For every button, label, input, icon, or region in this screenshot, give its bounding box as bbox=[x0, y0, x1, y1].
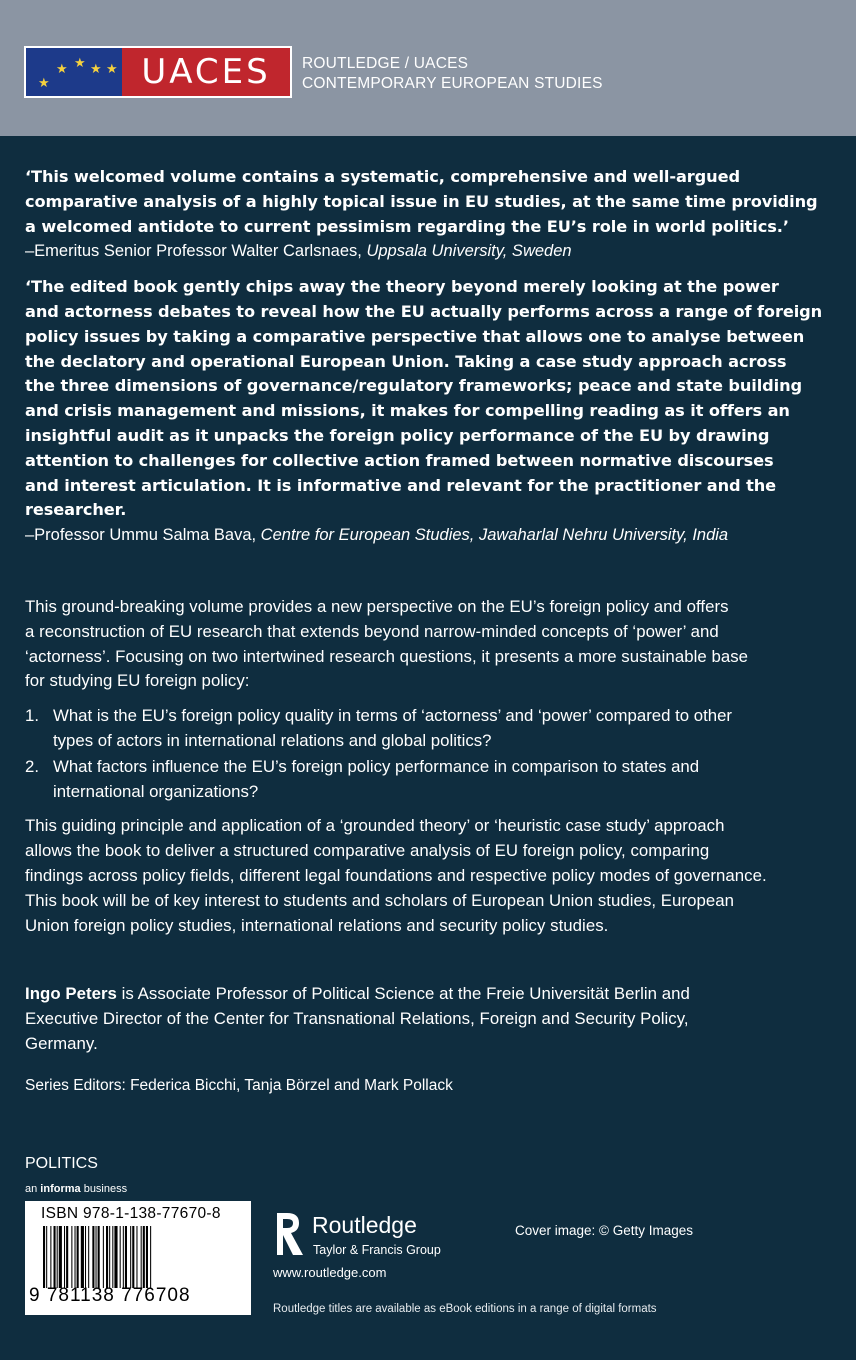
list-item: 2. What factors influence the EU’s foreign policy performance in comparison to states and international organizations? bbox=[25, 756, 700, 801]
barcode-bar bbox=[54, 1226, 56, 1288]
series-title: ROUTLEDGE / UACES CONTEMPORARY EUROPEAN STUDIES bbox=[302, 55, 603, 92]
endorsement-quote: ‘This welcomed volume contains a systematic, comprehensive and well-argued comparative analysis of a highly topical issue in EU studies, at the same time providing a welcomed antidote to current pessimism regarding the EU’s role in world politics.’ –Emeritus Senior Professor Walter Carlsnaes, Uppsala University, Sweden bbox=[25, 165, 837, 264]
book-description: This ground-breaking volume provides a new perspective on the EU’s foreign policy and offers a reconstruction of EU research that extends beyond narrow-minded concepts of ‘power’ and ‘actorness’. Focusing on two intertwined research questions, it presents a more sustainable base for studying EU foreign policy: 1. What is the EU’s foreign policy quality in terms of ‘actorness’ and ‘power’ compared to other types of actors in international relations and global politics? 2. What factors influence the EU’s foreign policy performance in comparison to states and international organizations? This guiding principle and application of a ‘grounded theory’ or ‘heuristic case study’ approach allows the book to deliver a structured comparative analysis of EU foreign policy, comparing findings across policy fields, different legal foundations and respective policy modes of governance. This book will be of key interest to students and scholars of European Union studies, European Union foreign policy studies, international relations and security policy studies. bbox=[25, 595, 837, 938]
barcode-bar bbox=[64, 1226, 65, 1288]
quote-attribution: –Emeritus Senior Professor Walter Carlsnaes, Uppsala University, Sweden bbox=[25, 242, 572, 261]
star-icon: ★ bbox=[74, 55, 86, 70]
routledge-logo-icon bbox=[273, 1211, 309, 1257]
barcode-bar bbox=[96, 1226, 97, 1288]
publisher-name: Routledge bbox=[312, 1212, 417, 1238]
barcode-bar bbox=[98, 1226, 100, 1288]
star-icon: ★ bbox=[90, 61, 102, 76]
barcode-bar bbox=[130, 1226, 131, 1288]
barcode-bar bbox=[92, 1226, 94, 1288]
barcode-bar bbox=[132, 1226, 134, 1288]
barcode-bar bbox=[109, 1226, 110, 1288]
eu-flag-icon bbox=[26, 48, 122, 96]
star-icon: ★ bbox=[56, 61, 68, 76]
isbn-number: ISBN 978-1-138-77670-8 bbox=[41, 1205, 221, 1222]
informa-business-tag: an informa business bbox=[25, 1183, 128, 1195]
star-icon: ★ bbox=[106, 61, 118, 76]
publisher-group: Taylor & Francis Group bbox=[313, 1243, 441, 1257]
barcode-bar bbox=[123, 1226, 124, 1288]
uaces-wordmark: UACES bbox=[122, 48, 290, 96]
back-cover-text bbox=[25, 165, 837, 1112]
research-questions bbox=[25, 704, 837, 804]
cover-credit: Cover image: © Getty Images bbox=[515, 1223, 694, 1238]
barcode-bar bbox=[81, 1226, 84, 1288]
ebook-note: Routledge titles are available as eBook editions in a range of digital formats bbox=[273, 1303, 657, 1315]
barcode-bar bbox=[66, 1226, 68, 1288]
author-bio: Ingo Peters is Associate Professor of Political Science at the Freie Universität Berlin and Executive Director of the Center for Transnational Relations, Foreign and Security Policy, Germany. bbox=[25, 984, 690, 1053]
barcode-bar bbox=[141, 1226, 142, 1288]
endorsement-quote: ‘The edited book gently chips away the theory beyond merely looking at the power and actorness debates to reveal how the EU actually performs across a range of foreign policy issues by taking a comparative perspective that allows one to analyse between the declatory and operational European Union. Taking a case study approach across the three dimensions of governance/regulatory frameworks; peace and state building and crisis management and missions, it makes for compelling reading as it offers an insightful audit as it unpacks the foreign policy performance of the EU by drawing attention to challenges for collective action framed between normative discourses and interest articulation. It is informative and relevant for the practitioner and the researcher. –Professor Ummu Salma Bava, Centre for European Studies, Jawaharlal Nehru University, India bbox=[25, 275, 837, 548]
isbn-barcode bbox=[25, 1201, 251, 1315]
barcode-bar bbox=[125, 1226, 127, 1288]
barcode-bar bbox=[46, 1226, 47, 1288]
barcode-bar bbox=[103, 1226, 104, 1288]
barcode-bar bbox=[114, 1226, 117, 1288]
barcode-bar bbox=[150, 1226, 151, 1288]
subject-category: POLITICS bbox=[25, 1155, 98, 1172]
series-editors: Series Editors: Federica Bicchi, Tanja Börzel and Mark Pollack bbox=[25, 1076, 453, 1094]
barcode-bars bbox=[43, 1226, 243, 1288]
barcode-bar bbox=[106, 1226, 108, 1288]
barcode-bar bbox=[57, 1226, 58, 1288]
barcode-bar bbox=[50, 1226, 51, 1288]
barcode-bar bbox=[77, 1226, 79, 1288]
barcode-bar bbox=[112, 1226, 113, 1288]
barcode-bar bbox=[71, 1226, 72, 1288]
uaces-logo bbox=[24, 46, 292, 98]
list-item: 1. What is the EU’s foreign policy quality in terms of ‘actorness’ and ‘power’ compared to other types of actors in international relations and global politics? bbox=[25, 706, 733, 750]
quote-attribution: –Professor Ummu Salma Bava, Centre for European Studies, Jawaharlal Nehru University, India bbox=[25, 526, 729, 545]
barcode-number: 9 781138 776708 bbox=[29, 1285, 191, 1306]
series-header-band bbox=[0, 0, 856, 136]
barcode-bar bbox=[146, 1226, 148, 1288]
publisher-url: www.routledge.com bbox=[273, 1265, 387, 1280]
author-name: Ingo Peters bbox=[25, 984, 117, 1004]
barcode-bar bbox=[59, 1226, 62, 1288]
barcode-bar bbox=[136, 1226, 137, 1288]
barcode-bar bbox=[85, 1226, 86, 1288]
barcode-bar bbox=[43, 1226, 45, 1288]
star-icon: ★ bbox=[38, 75, 50, 90]
barcode-bar bbox=[143, 1226, 145, 1288]
barcode-bar bbox=[75, 1226, 76, 1288]
barcode-bar bbox=[88, 1226, 89, 1288]
barcode-bar bbox=[120, 1226, 121, 1288]
